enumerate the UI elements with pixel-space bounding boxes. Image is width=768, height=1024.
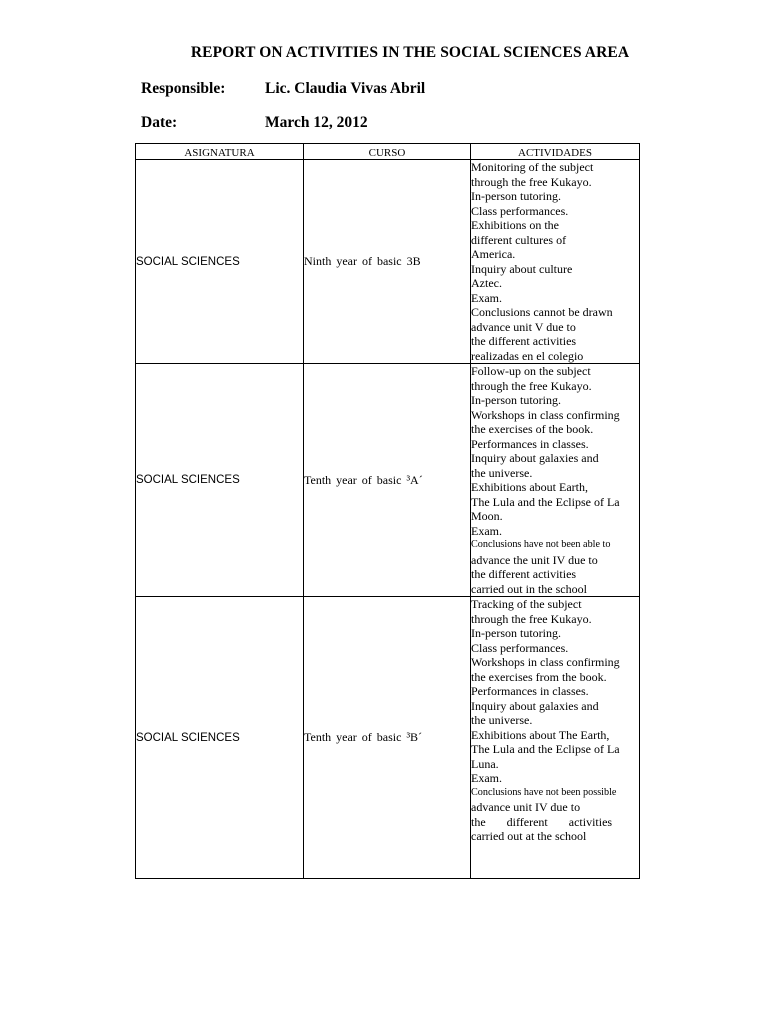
table-header-row xyxy=(136,144,640,160)
report-title: REPORT ON ACTIVITIES IN THE SOCIAL SCIENCES AREA xyxy=(190,44,630,61)
activity-line: Inquiry about galaxies and xyxy=(471,698,599,713)
activity-line: advance unit IV due to xyxy=(471,800,581,814)
activity-line: Aztec. xyxy=(471,276,502,290)
activity-line: realizadas en el colegio xyxy=(471,348,584,363)
activities-cell xyxy=(471,160,640,364)
activity-line: Exhibitions on the xyxy=(471,218,559,232)
activity-line: Class performances. xyxy=(471,640,569,655)
table-row xyxy=(136,597,640,879)
activity-line: Workshops in class confirming xyxy=(471,655,620,669)
activity-line: Exam. xyxy=(471,771,502,785)
activity-line: the exercises from the book. xyxy=(471,669,607,684)
activity-line: the universe. xyxy=(471,465,533,480)
activity-line: The Lula and the Eclipse of La xyxy=(471,494,620,509)
responsible-value: Lic. Claudia Vivas Abril xyxy=(265,80,426,97)
activity-line: Follow-up on the subject xyxy=(471,364,591,378)
activity-line: Luna. xyxy=(471,756,499,771)
header-actividades: ACTIVIDADES xyxy=(471,144,640,160)
activity-line: the different activities xyxy=(471,567,577,581)
course-cell: Tenth year of basic ³A´ xyxy=(304,364,471,597)
subject-cell: SOCIAL SCIENCES xyxy=(136,597,304,879)
activity-line: Inquiry about galaxies and xyxy=(471,451,599,465)
course-cell: Ninth year of basic 3B xyxy=(304,160,471,364)
subject-cell: SOCIAL SCIENCES xyxy=(136,160,304,364)
activity-line: Exam. xyxy=(471,523,502,538)
activity-line: Tracking of the subject xyxy=(471,597,582,611)
activity-line: Workshops in class confirming xyxy=(471,407,620,422)
subject-cell: SOCIAL SCIENCES xyxy=(136,364,304,597)
activity-line: carried out at the school xyxy=(471,829,587,843)
activity-line: In-person tutoring. xyxy=(471,626,561,640)
activities-cell xyxy=(471,364,640,597)
activity-line: the exercises of the book. xyxy=(471,422,594,436)
date-label: Date: xyxy=(141,114,178,131)
activity-line: Monitoring of the subject xyxy=(471,160,594,174)
activity-line: Conclusions have not been possible xyxy=(471,786,617,798)
table-row xyxy=(136,364,640,597)
activity-line: Exam. xyxy=(471,290,502,305)
activity-line: through the free Kukayo. xyxy=(471,611,592,626)
activity-line: advance the unit IV due to xyxy=(471,552,598,567)
header-curso: CURSO xyxy=(304,144,471,160)
activity-line: advance unit V due to xyxy=(471,319,576,334)
activity-line: different cultures of xyxy=(471,232,567,247)
activity-line: through the free Kukayo. xyxy=(471,378,592,393)
activities-table xyxy=(135,143,640,879)
activity-line: America. xyxy=(471,247,516,261)
course-cell: Tenth year of basic ³B´ xyxy=(304,597,471,879)
activity-line: In-person tutoring. xyxy=(471,189,561,203)
activity-line: carried out in the school xyxy=(471,581,587,596)
activity-line: Inquiry about culture xyxy=(471,261,573,276)
responsible-label: Responsible: xyxy=(141,80,226,97)
date-value: March 12, 2012 xyxy=(265,114,368,131)
activity-line: the universe. xyxy=(471,713,533,727)
activity-line: the different activities xyxy=(471,334,577,348)
activity-line: Exhibitions about The Earth, xyxy=(471,727,610,742)
activity-line: Class performances. xyxy=(471,203,569,218)
activity-line: Moon. xyxy=(471,509,503,523)
activity-line: Performances in classes. xyxy=(471,684,589,698)
activity-line: The Lula and the Eclipse of La xyxy=(471,742,620,756)
activity-line: through the free Kukayo. xyxy=(471,174,592,189)
table-row xyxy=(136,160,640,364)
activity-line: Exhibitions about Earth, xyxy=(471,480,588,494)
activity-line: In-person tutoring. xyxy=(471,393,561,407)
activity-line: Conclusions cannot be drawn xyxy=(471,305,613,319)
activity-line: Performances in classes. xyxy=(471,436,589,451)
activity-line: the different activities xyxy=(471,814,613,829)
header-asignatura: ASIGNATURA xyxy=(136,144,304,160)
activities-cell xyxy=(471,597,640,879)
activity-line: Conclusions have not been able to xyxy=(471,539,611,550)
